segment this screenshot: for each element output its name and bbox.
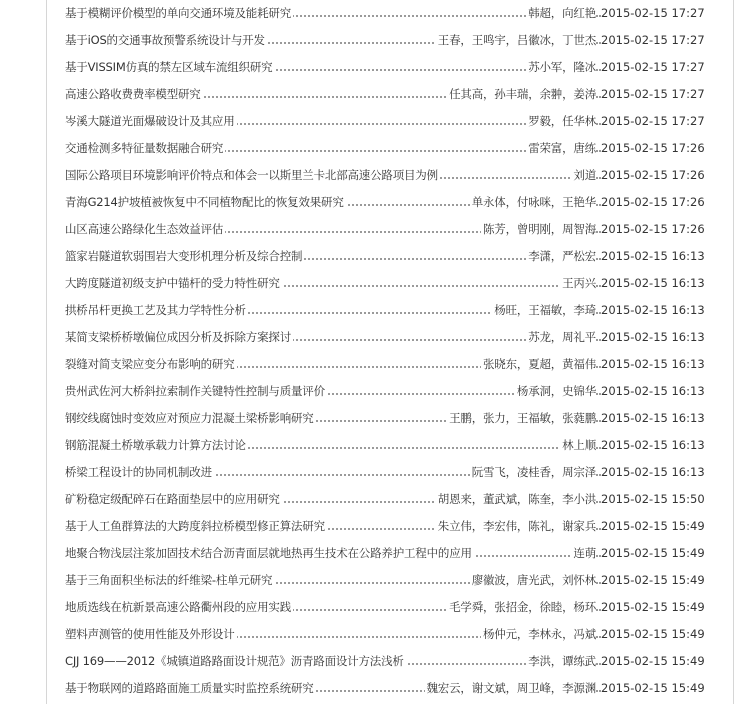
article-title-link[interactable]: 裂缝对简支梁应变分布影响的研究 <box>65 351 237 378</box>
article-authors: 阮雪飞，凌桂香，周宗泽 <box>470 459 596 486</box>
article-authors: 连萌 <box>571 540 596 567</box>
article-title-link[interactable]: 高速公路收费费率模型研究 <box>65 81 203 108</box>
article-date: 2015-02-15 16:13 <box>601 438 705 452</box>
article-row <box>47 513 733 540</box>
article-title-link[interactable]: 拱桥吊杆更换工艺及其力学特性分析 <box>65 297 248 324</box>
article-authors: 单永体，付咏咪，王艳华 <box>470 189 596 216</box>
article-authors: 王春，王鸣宇，吕徽冰，丁世杰 <box>436 27 596 54</box>
article-date: 2015-02-15 15:50 <box>601 492 705 506</box>
article-title-link[interactable]: 岑溪大隧道光面爆破设计及其应用 <box>65 108 237 135</box>
article-row <box>47 378 733 405</box>
article-title-link[interactable]: 基于iOS的交通事故预警系统设计与开发 <box>65 27 267 54</box>
article-date: 2015-02-15 17:27 <box>601 114 705 128</box>
page-scroll-area <box>736 0 754 704</box>
article-date: 2015-02-15 15:49 <box>601 681 705 695</box>
article-row <box>47 594 733 621</box>
article-date: 2015-02-15 17:27 <box>601 87 705 101</box>
article-authors: 陈芳，曾明刚，周智海 <box>481 216 596 243</box>
article-title-link[interactable]: 青海G214护坡植被恢复中不同植物配比的恢复效果研究 <box>65 189 346 216</box>
article-authors: 魏宏云，谢文斌，周卫峰，李源渊 <box>425 675 597 702</box>
article-date: 2015-02-15 16:13 <box>601 249 705 263</box>
article-date: 2015-02-15 16:13 <box>601 330 705 344</box>
article-title-link[interactable]: 塑料声测管的使用性能及外形设计 <box>65 621 237 648</box>
article-title-link[interactable]: 基于物联网的道路路面施工质量实时监控系统研究 <box>65 675 316 702</box>
article-title-link[interactable]: 矿粉稳定级配碎石在路面垫层中的应用研究 <box>65 486 282 513</box>
article-title-link[interactable]: 国际公路项目环境影响评价特点和体会一以斯里兰卡北部高速公路项目为例 <box>65 162 440 189</box>
article-authors: 苏小军，隆冰 <box>526 54 596 81</box>
article-title-link[interactable]: 基于人工鱼群算法的大跨度斜拉桥模型修正算法研究 <box>65 513 327 540</box>
article-list-panel <box>46 0 734 704</box>
article-date: 2015-02-15 16:13 <box>601 384 705 398</box>
article-authors: 廖徽波，唐光武，刘怀林 <box>470 567 596 594</box>
article-date: 2015-02-15 17:27 <box>601 33 705 47</box>
article-row <box>47 297 733 324</box>
article-row <box>47 648 733 675</box>
article-authors: 朱立伟，李宏伟，陈礼，谢家兵 <box>436 513 596 540</box>
article-row <box>47 81 733 108</box>
article-date: 2015-02-15 16:13 <box>601 303 705 317</box>
article-date: 2015-02-15 17:26 <box>601 195 705 209</box>
article-authors: 张晓东，夏超，黄福伟 <box>481 351 596 378</box>
article-authors: 杨旺，王福敏，李琦 <box>492 297 596 324</box>
article-date: 2015-02-15 15:49 <box>601 654 705 668</box>
article-authors: 李洪，谭练武 <box>526 648 596 675</box>
article-authors: 雷荣富，唐练 <box>526 135 596 162</box>
article-date: 2015-02-15 15:49 <box>601 627 705 641</box>
article-row <box>47 486 733 513</box>
article-row <box>47 270 733 297</box>
article-row <box>47 216 733 243</box>
article-authors: 王丙兴 <box>560 270 596 297</box>
article-date: 2015-02-15 16:13 <box>601 276 705 290</box>
article-authors: 李潇，严松宏 <box>526 243 596 270</box>
article-row <box>47 459 733 486</box>
article-authors: 毛学舜，张招金，徐睦，杨环 <box>447 594 596 621</box>
article-authors: 林上顺 <box>560 432 596 459</box>
article-authors: 罗毅，任华林 <box>526 108 596 135</box>
article-row <box>47 135 733 162</box>
article-date: 2015-02-15 16:13 <box>601 357 705 371</box>
article-row <box>47 405 733 432</box>
article-authors: 杨仲元，李林永，冯斌 <box>481 621 596 648</box>
article-row <box>47 54 733 81</box>
article-authors: 胡恩来，董武斌，陈奎，李小洪 <box>436 486 596 513</box>
article-title-link[interactable]: 篮家岩隧道软弱围岩大变形机理分析及综合控制 <box>65 243 304 270</box>
article-title-link[interactable]: 某简支梁桥桥墩偏位成因分析及拆除方案探讨 <box>65 324 293 351</box>
article-date: 2015-02-15 16:13 <box>601 411 705 425</box>
article-date: 2015-02-15 17:26 <box>601 141 705 155</box>
article-date: 2015-02-15 15:49 <box>601 600 705 614</box>
article-title-link[interactable]: 地质选线在杭新景高速公路衢州段的应用实践 <box>65 594 293 621</box>
article-authors: 韩超，向红艳 <box>526 0 596 27</box>
article-title-link[interactable]: CJJ 169——2012《城镇道路路面设计规范》沥青路面设计方法浅析 <box>65 648 406 675</box>
article-row <box>47 27 733 54</box>
article-title-link[interactable]: 大跨度隧道初级支护中锚杆的受力特性研究 <box>65 270 282 297</box>
article-row <box>47 324 733 351</box>
article-authors: 刘道 <box>571 162 596 189</box>
article-date: 2015-02-15 15:49 <box>601 546 705 560</box>
article-row <box>47 0 733 27</box>
article-date: 2015-02-15 15:49 <box>601 573 705 587</box>
article-row <box>47 621 733 648</box>
article-row <box>47 567 733 594</box>
article-title-link[interactable]: 基于三角面积坐标法的纤维梁-柱单元研究 <box>65 567 274 594</box>
article-row <box>47 351 733 378</box>
article-date: 2015-02-15 17:27 <box>601 6 705 20</box>
article-title-link[interactable]: 交通检测多特征量数据融合研究 <box>65 135 225 162</box>
article-date: 2015-02-15 17:26 <box>601 222 705 236</box>
article-date: 2015-02-15 15:49 <box>601 519 705 533</box>
article-row <box>47 108 733 135</box>
article-row <box>47 243 733 270</box>
article-authors: 苏龙，周礼平 <box>526 324 596 351</box>
article-date: 2015-02-15 16:13 <box>601 465 705 479</box>
article-title-link[interactable]: 贵州武佐河大桥斜拉索制作关键特性控制与质量评价 <box>65 378 327 405</box>
article-row <box>47 540 733 567</box>
article-title-link[interactable]: 基于模糊评价模型的单向交通环境及能耗研究 <box>65 0 293 27</box>
article-row <box>47 675 733 702</box>
article-title-link[interactable]: 山区高速公路绿化生态效益评估 <box>65 216 225 243</box>
article-authors: 任其高，孙丰瑞，余翀，姜涛 <box>447 81 596 108</box>
article-title-link[interactable]: 桥梁工程设计的协同机制改进 <box>65 459 214 486</box>
article-row <box>47 162 733 189</box>
article-title-link[interactable]: 钢筋混凝土桥墩承载力计算方法讨论 <box>65 432 248 459</box>
article-row <box>47 189 733 216</box>
article-title-link[interactable]: 钢绞线腐蚀时变效应对预应力混凝土梁桥影响研究 <box>65 405 316 432</box>
article-row <box>47 432 733 459</box>
article-date: 2015-02-15 17:26 <box>601 168 705 182</box>
article-authors: 王鹏，张力，王福敏，张蕤鹏 <box>447 405 596 432</box>
article-date: 2015-02-15 17:27 <box>601 60 705 74</box>
article-authors: 杨承洞，史锦华 <box>515 378 596 405</box>
article-title-link[interactable]: 基于VISSIM仿真的禁左区域车流组织研究 <box>65 54 274 81</box>
article-title-link[interactable]: 地聚合物浅层注浆加固技术结合沥青面层就地热再生技术在公路养护工程中的应用 <box>65 540 474 567</box>
